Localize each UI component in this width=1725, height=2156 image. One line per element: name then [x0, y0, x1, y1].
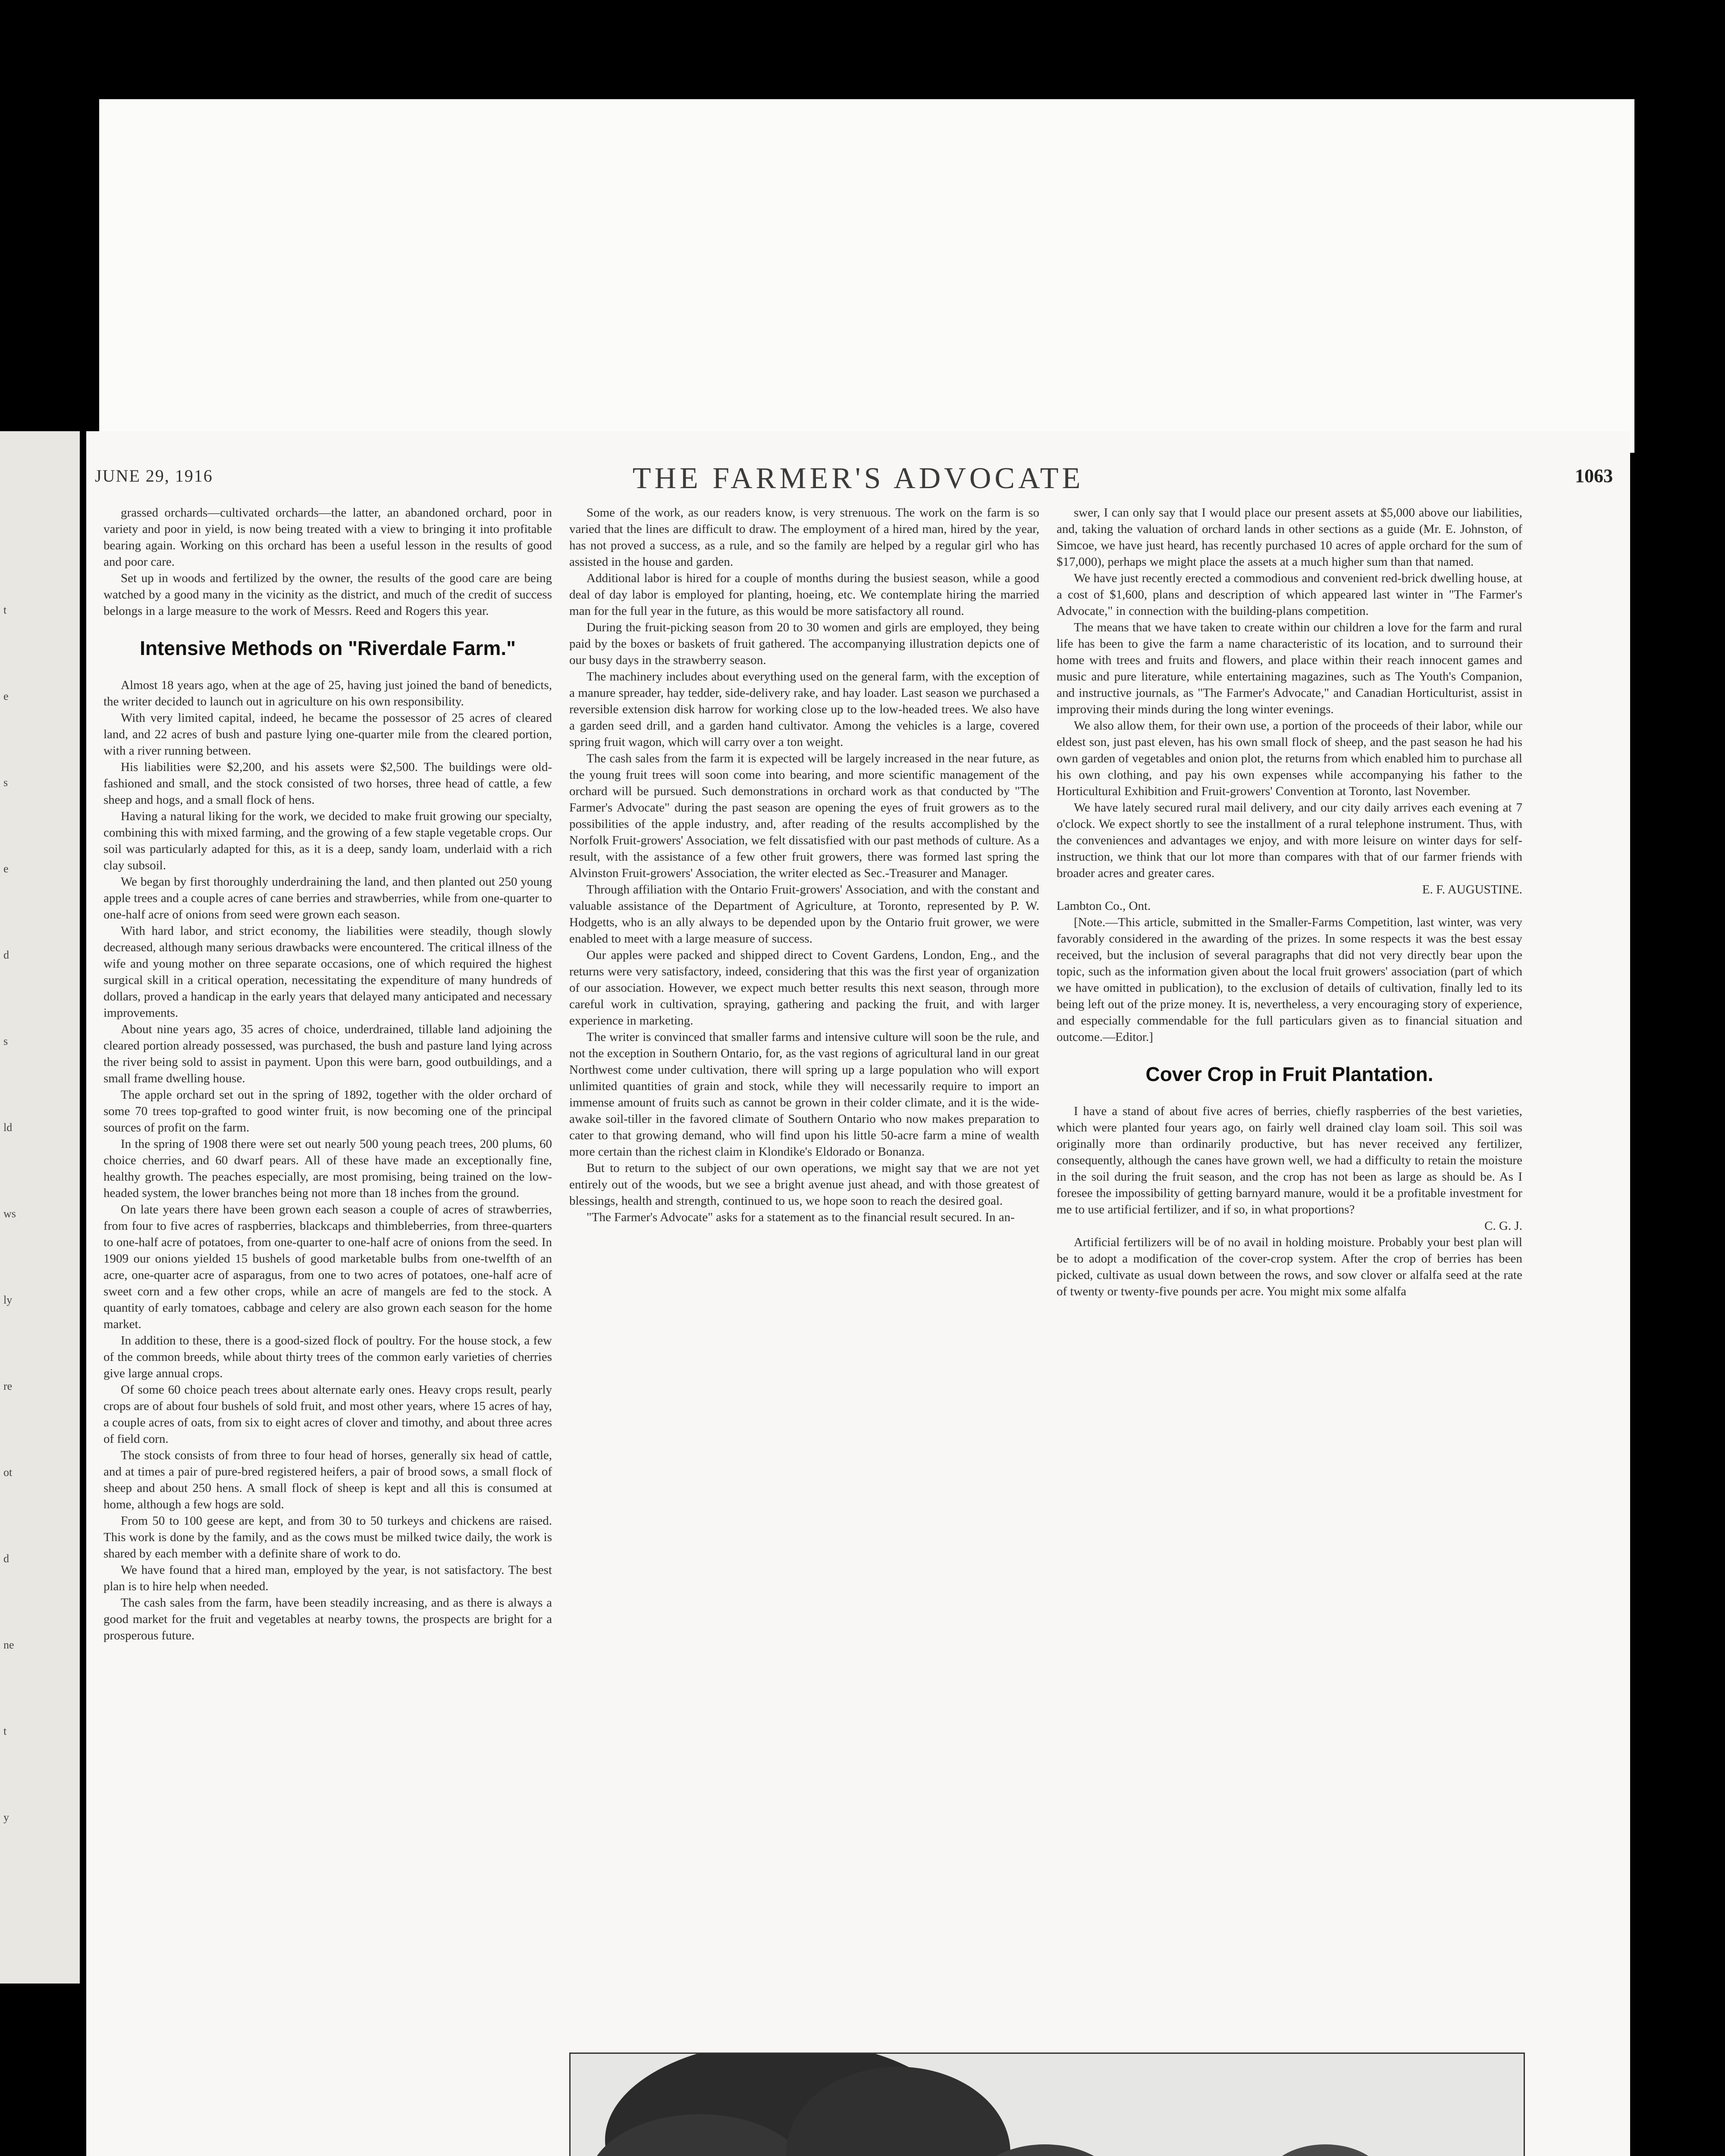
- paragraph: His liabilities were $2,200, and his assets were $2,500. The buildings were old-fashioned and small, and the stock consisted of two horses, three head of cattle, a few sheep and hogs, and a small flock of hens.: [104, 760, 552, 807]
- margin-fragment: d: [3, 1552, 9, 1565]
- author-location: Lambton Co., Ont.: [1057, 899, 1151, 913]
- paragraph: Almost 18 years ago, when at the age of 25, having just joined the band of benedicts, the writer decided to launch out in agriculture on his own responsibility.: [104, 678, 552, 708]
- paragraph: With hard labor, and strict economy, the liabilities were steadily, though slowly decreased, although many serious drawbacks were encountered. The critical illness of the wife and young mother on three separate occasions, one of which required the highest surgical skill in a critical operation, necessitating the expenditure of many hundreds of dollars, proved a handicap in the early years that delayed many anticipated and necessary improvements.: [104, 924, 552, 1020]
- paragraph: The means that we have taken to create within our children a love for the farm and rural life has been to give the farm a name characteristic of its location, and to surround their home with trees and fruits and flowers, and place within their reach innocent games and music and pure literature, while entertaining magazines, such as The Youth's Companion, and instructive journals, as "The Farmer's Advocate," and Canadian Horticulturist, assist in improving their minds during the long winter evenings.: [1057, 620, 1522, 716]
- margin-fragment: ot: [3, 1466, 13, 1479]
- paragraph: Set up in woods and fertilized by the owner, the results of the good care are being watched by a good many in the vicinity as the district, and much of the credit of success belongs in a large measure to the work of Messrs. Reed and Rogers this year.: [104, 571, 552, 618]
- margin-fragment: s: [3, 1035, 8, 1047]
- paragraph: Of some 60 choice peach trees about alternate early ones. Heavy crops result, pearly crops are of about four bushels of sold fruit, and most other years, where 15 acres of hay, a couple acres of oats, from six to eight acres of clover and timothy, and about three acres of field corn.: [104, 1383, 552, 1446]
- column-2: [569, 505, 1039, 1225]
- margin-fragment: e: [3, 690, 9, 702]
- column-1-intro: [104, 505, 552, 619]
- newspaper-page: [86, 431, 1630, 2156]
- margin-fragment: s: [3, 776, 8, 789]
- margin-fragment: t: [3, 604, 7, 616]
- photo-illustration: [571, 2054, 1524, 2156]
- paragraph: Our apples were packed and shipped direct to Covent Gardens, London, Eng., and the returns were very satisfactory, indeed, considering that this was the first year of organization of our association. However, we expect much better results this next season, through more careful work in cultivation, spraying, gathering and packing the fruit, and with larger experience in marketing.: [569, 948, 1039, 1028]
- paragraph: In the spring of 1908 there were set out nearly 500 young peach trees, 200 plums, 60 choice cherries, and 60 dwarf pears. All of these have made an exceptionally fine, healthy growth. The peaches especially, are most promising, being trained on the low-headed system, the lower branches being not more than 18 inches from the ground.: [104, 1137, 552, 1200]
- column-3: [1057, 505, 1522, 1300]
- column-1-body: [104, 677, 552, 1644]
- paragraph: About nine years ago, 35 acres of choice, underdrained, tillable land adjoining the cleared portion already possessed, was purchased, the bush and pasture land lying across the river being sold to assist in payment. Upon this were barn, good outbuildings, and a small frame dwelling house.: [104, 1022, 552, 1085]
- paragraph: Having a natural liking for the work, we decided to make fruit growing our specialty, combining this with mixed farming, and the growing of a few staple vegetable crops. Our soil was particularly adapted for this, as it is a deep, sandy loam, underlaid with a rich clay subsoil.: [104, 809, 552, 872]
- margin-fragment: ws: [3, 1207, 16, 1220]
- paragraph: The stock consists of from three to four head of horses, generally six head of cattle, and at times a pair of pure-bred registered heifers, a pair of brood sows, a small flock of sheep and about 250 hens. A small flock of sheep is kept and all this is consumed at home, although a few hogs are sold.: [104, 1448, 552, 1511]
- margin-fragment: ne: [3, 1639, 14, 1651]
- paragraph: I have a stand of about five acres of berries, chiefly raspberries of the best varieties, which were planted four years ago, on fairly well drained clay loam soil. This soil was originally more than ordinarily productive, but has never received any fertilizer, consequently, although the canes have grown well, we had a difficulty to retain the moisture in the soil during the fruit season, and the crop has not been as large as should be. As I foresee the impossibility of getting barnyard manure, would it be a profitable investment for me to use artificial fertilizer, and if so, in what proportions?: [1057, 1104, 1522, 1216]
- paragraph: Artificial fertilizers will be of no avail in holding moisture. Probably your best plan will be to adopt a modification of the cover-crop system. After the crop of berries has been picked, cultivate as usual down between the rows, and sow clover or alfalfa seed at the rate of twenty or twenty-five pounds per acre. You might mix some alfalfa: [1057, 1235, 1522, 1298]
- paragraph: grassed orchards—cultivated orchards—the latter, an abandoned orchard, poor in variety and poor in yield, is now being treated with a view to bringing it into profitable bearing again. Working on this orchard has been a useful lesson in the results of good and poor care.: [104, 506, 552, 569]
- author-signature: E. F. AUGUSTINE.: [1422, 883, 1522, 896]
- paragraph: The machinery includes about everything used on the general farm, with the exception of a manure spreader, hay tedder, side-delivery rake, and hay loader. Last season we purchased a reversible extension disk harrow for working close up to the low-headed trees. We also have a garden seed drill, and a garden hand cultivator. Among the vehicles is a large, covered spring fruit wagon, which will carry over a ton weight.: [569, 670, 1039, 749]
- margin-fragment: ly: [3, 1294, 13, 1306]
- margin-fragment: t: [3, 1725, 7, 1737]
- margin-fragment: y: [3, 1811, 9, 1824]
- paragraph: The writer is convinced that smaller farms and intensive culture will soon be the rule, and not the exception in Southern Ontario, for, as the vast regions of agricultural land in our great Northwest come under cultivation, there will spring up a large population who will export unlimited quantities of grain and stock, while they will necessarily require to import an immense amount of fruits such as cannot be grown in their colder climate, and it is the wide-awake soil-tiller in the favored climate of Southern Ontario who now makes preparation to cater to that growing demand, who will find upon his little 50-acre farm a mine of wealth more certain than the richest claim in Klondike's Eldorado or Bonanza.: [569, 1030, 1039, 1159]
- margin-fragment: ld: [3, 1121, 13, 1134]
- paragraph: With very limited capital, indeed, he became the possessor of 25 acres of cleared land, and 22 acres of bush and pasture lying one-quarter mile from the cleared portion, with a river running between.: [104, 711, 552, 758]
- paragraph: Through affiliation with the Ontario Fruit-growers' Association, and with the constant and valuable assistance of the Department of Agriculture, at Toronto, represented by P. W. Hodgetts, who is an ally always to be depended upon by the Ontario fruit grower, we were enabled to meet with a large measure of success.: [569, 883, 1039, 946]
- margin-fragment: d: [3, 949, 9, 961]
- article-headline-riverdale: Intensive Methods on "Riverdale Farm.": [140, 637, 516, 659]
- paragraph: The cash sales from the farm it is expected will be largely increased in the near future, as the young fruit trees will soon come into bearing, and more scientific management of the orchard will be pursued. Such demonstrations in orchard work as that conducted by "The Farmer's Advocate" during the past season are opening the eyes of fruit growers as to the possibilities of the apple industry, and, after reading of the results accomplished by the Norfolk Fruit-growers' Association, we felt dissatisfied with our past methods of culture. As a result, with the assistance of a few other fruit growers, there was formed last spring the Alvinston Fruit-growers' Association, the writer elected as Sec.-Treasurer and Manager.: [569, 752, 1039, 880]
- paragraph: In addition to these, there is a good-sized flock of poultry. For the house stock, a few of the common breeds, while about thirty trees of the common early varieties of cherries give large annual crops.: [104, 1334, 552, 1380]
- paragraph: We also allow them, for their own use, a portion of the proceeds of their labor, while our eldest son, just past eleven, has his own small flock of sheep, and the past season he had his own garden of vegetables and onion plot, the returns from which enabled him to purchase all his own clothing, and pay his own expenses while accompanying his father to the Horticultural Exhibition and Fruit-growers' Convention at Toronto, last November.: [1057, 719, 1522, 798]
- paragraph: We have just recently erected a commodious and convenient red-brick dwelling house, at a cost of $1,600, plans and description of which appeared last winter in "The Farmer's Advocate," in connection with the building-plans competition.: [1057, 571, 1522, 618]
- column-2-body: [569, 505, 1039, 1225]
- paragraph: The apple orchard set out in the spring of 1892, together with the older orchard of some 70 trees top-grafted to good winter fruit, is now becoming one of the principal sources of profit on the farm.: [104, 1088, 552, 1134]
- paragraph: The cash sales from the farm, have been steadily increasing, and as there is always a good market for the fruit and vegetables at nearby towns, the prospects are bright for a prosperous future.: [104, 1596, 552, 1642]
- article-headline-cover-crop: Cover Crop in Fruit Plantation.: [1145, 1063, 1433, 1085]
- paragraph: Some of the work, as our readers know, is very strenuous. The work on the farm is so varied that the lines are difficult to draw. The employment of a hired man, hired by the year, has not proved a success, as a rule, and so the family are helped by a regular girl who has assisted in the house and garden.: [569, 506, 1039, 569]
- page-header: [86, 461, 1630, 496]
- paragraph: Additional labor is hired for a couple of months during the busiest season, while a good deal of day labor is employed for planting, hoeing, etc. We contemplate hiring the married man for the full year in the future, as this would be more satisfactory all round.: [569, 571, 1039, 618]
- paragraph: During the fruit-picking season from 20 to 30 women and girls are employed, they being paid by the boxes or baskets of fruit gathered. The accompanying illustration depicts one of our busy days in the strawberry season.: [569, 620, 1039, 667]
- paragraph: "The Farmer's Advocate" asks for a statement as to the financial result secured. In an-: [586, 1210, 1015, 1224]
- page-number: 1063: [1575, 465, 1613, 486]
- margin-fragment: re: [3, 1380, 13, 1392]
- paragraph: But to return to the subject of our own operations, we might say that we are not yet entirely out of the woods, but we see a bright avenue just ahead, and with those greatest of blessings, health and strength, continued to us, we hope soon to reach the desired goal.: [569, 1161, 1039, 1208]
- masthead: THE FARMER'S ADVOCATE: [632, 462, 1084, 495]
- question-signature: C. G. J.: [1484, 1219, 1522, 1233]
- issue-date: JUNE 29, 1916: [95, 466, 213, 486]
- editor-note: [Note.—This article, submitted in the Smaller-Farms Competition, last winter, was very favorably considered in the awarding of the prizes. In some respects it was the best essay received, but the inclusion of several paragraphs that did not very directly bear upon the topic, such as the information given about the local fruit growers' association (part of which we have omitted in publication), to the exclusion of details of cultivation, finally led to its being left out of the prize money. It is, nevertheless, a very encouraging story of experience, and especially commendable for the full particulars given as to financial situation and outcome.—Editor.]: [1057, 915, 1522, 1044]
- cover-crop-body: [1057, 1103, 1522, 1300]
- paragraph: We began by first thoroughly underdraining the land, and then planted out 250 young apple trees and a couple acres of cane berries and strawberries, while from one-quarter to one-half acre of onions from seed were grown each season.: [104, 875, 552, 921]
- paragraph: swer, I can only say that I would place our present assets at $5,000 above our liabilities, and, taking the valuation of orchard lands in other sections as a guide (Mr. E. Johnston, of Simcoe, we have just heard, has recently purchased 10 acres of apple orchard for the sum of $17,000), perhaps we might place the assets at a much higher sum than that named.: [1057, 506, 1522, 569]
- column-1: [104, 505, 552, 1644]
- margin-fragment: e: [3, 862, 9, 875]
- strawberry-picking-photo: [569, 2053, 1525, 2156]
- column-3-body: [1057, 505, 1522, 881]
- paragraph: From 50 to 100 geese are kept, and from 30 to 50 turkeys and chickens are raised. This work is done by the family, and as the cows must be milked twice daily, the work is shared by each member with a definite share of work to do.: [104, 1514, 552, 1561]
- paragraph: On late years there have been grown each season a couple of acres of strawberries, from four to five acres of raspberries, blackcaps and thimbleberries, from three-quarters to one-half acre of potatoes, from one-quarter to one-half acre of onions from the seed. In 1909 our onions yielded 15 bushels of good marketable bulbs from one-twelfth of an acre, one-quarter acre of asparagus, from one to two acres of potatoes, one-half acre of sweet corn and a few other crops, while an acre of mangels are fed to the stock. A quantity of early tomatoes, cabbage and celery are also grown each season for the home market.: [104, 1203, 552, 1331]
- paragraph: We have lately secured rural mail delivery, and our city daily arrives each evening at 7 o'clock. We expect shortly to see the installment of a rural telephone instrument. Thus, with the conveniences and advantages we enjoy, and with more leisure on winter days for self-instruction, we think that our lot more than compares with that of our farmer friends with broader acres and greater cares.: [1057, 801, 1522, 880]
- upper-blank-sheet: [99, 99, 1634, 453]
- paragraph: We have found that a hired man, employed by the year, is not satisfactory. The best plan is to hire help when needed.: [104, 1563, 552, 1593]
